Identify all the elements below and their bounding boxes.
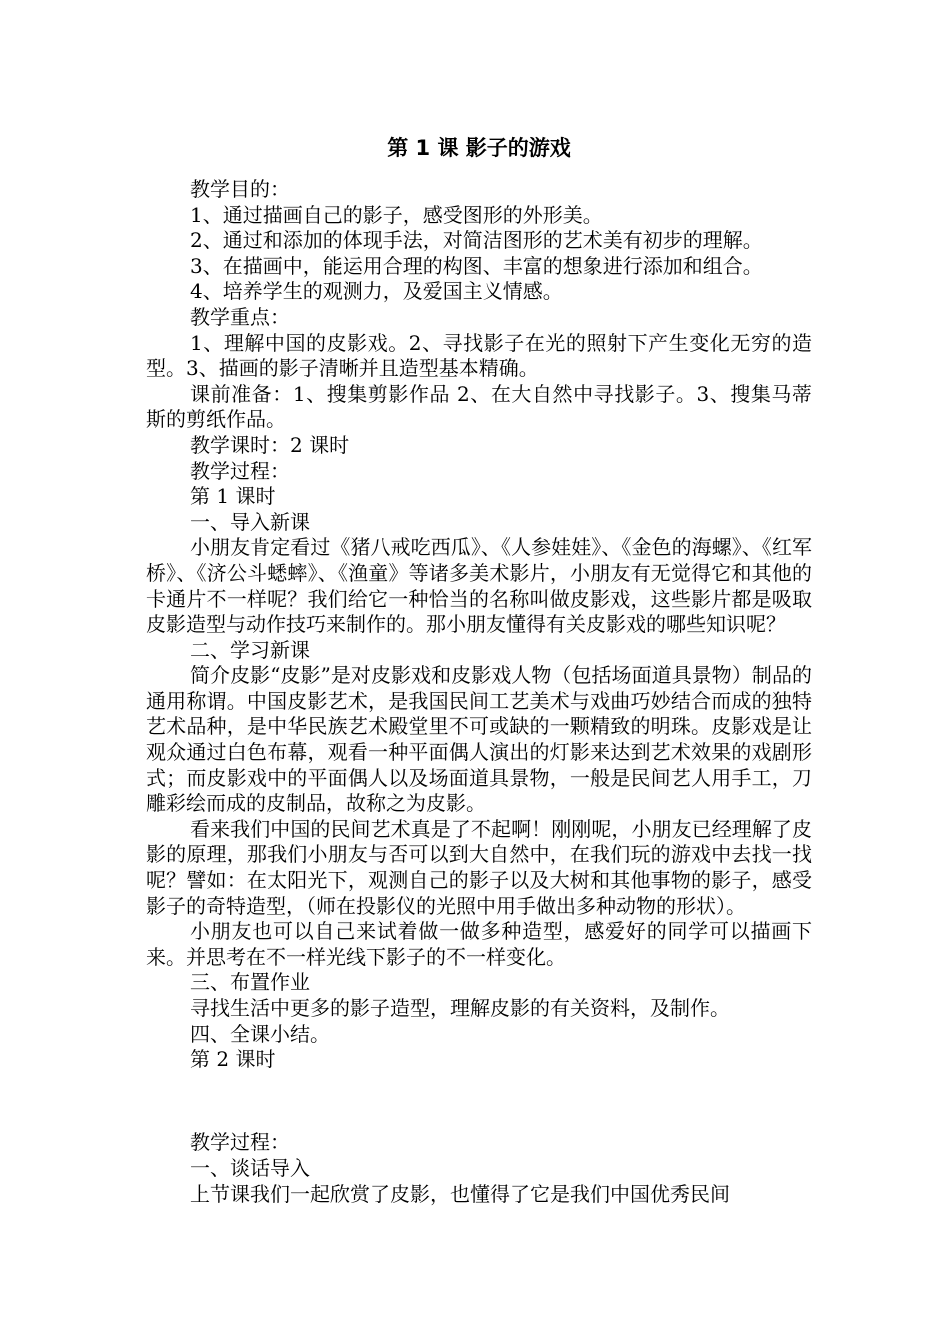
paragraph: 2、通过和添加的体现手法，对简洁图形的艺术美有初步的理解。 <box>190 228 763 253</box>
paragraph: 第 2 课时 <box>190 1047 276 1072</box>
paragraph: 教学过程： <box>190 1130 290 1155</box>
paragraph: 3、在描画中，能运用合理的构图、丰富的想象进行添加和组合。 <box>190 253 763 278</box>
paragraph: 小朋友也可以自己来试着做一做多种造型，感爱好的同学可以描画下来。并思考在不一样光线下影子的不一样变化。 <box>146 919 812 969</box>
paragraph: 一、导入新课 <box>190 509 310 534</box>
paragraph: 1、通过描画自己的影子，感受图形的外形美。 <box>190 202 603 227</box>
paragraph: 上节课我们一起欣赏了皮影，也懂得了它是我们中国优秀民间 <box>190 1181 730 1206</box>
paragraph: 一、谈话导入 <box>190 1155 310 1180</box>
paragraph: 1、理解中国的皮影戏。2、寻找影子在光的照射下产生变化无穷的造型。3、描画的影子清晰并且造型基本精确。 <box>146 330 812 381</box>
paragraph: 简介皮影“皮影”是对皮影戏和皮影戏人物（包括场面道具景物）制品的通用称谓。中国皮影艺术，是我国民间工艺美术与戏曲巧妙结合而成的独特艺术品种，是中华民族艺术殿堂里不可或缺的一颗精致的明珠。皮影戏是让观众通过白色布幕，观看一种平面偶人演出的灯影来达到艺术效果的戏剧形式；而皮影戏中的平面偶人以及场面道具景物，一般是民间艺人用手工，刀雕彩绘而成的皮制品，故称之为皮影。 <box>146 663 812 816</box>
paragraph: 小朋友肯定看过《猪八戒吃西瓜》、《人参娃娃》、《金色的海螺》、《红军桥》、《济公斗蟋蟀》、《渔童》等诸多美术影片，小朋友有无觉得它和其他的卡通片不一样呢？我们给它一种恰当的名称叫做皮影戏，这些影片都是吸取皮影造型与动作技巧来制作的。那小朋友懂得有关皮影戏的哪些知识呢？ <box>146 535 812 637</box>
document-body <box>146 177 812 1207</box>
paragraph: 第 1 课时 <box>190 484 276 509</box>
paragraph: 寻找生活中更多的影子造型，理解皮影的有关资料，及制作。 <box>190 996 730 1020</box>
paragraph: 4、培养学生的观测力，及爱国主义情感。 <box>190 279 563 304</box>
paragraph: 四、全课小结。 <box>190 1021 330 1046</box>
paragraph: 看来我们中国的民间艺术真是了不起啊！刚刚呢，小朋友已经理解了皮影的原理，那我们小朋友与否可以到大自然中，在我们玩的游戏中去找一找呢？譬如：在太阳光下，观测自己的影子以及大树和其他事物的影子，感受影子的奇特造型，（师在投影仪的光照中用手做出多种动物的形状）。 <box>146 816 812 918</box>
paragraph: 课前准备：1、搜集剪影作品 2、在大自然中寻找影子。3、搜集马蒂斯的剪纸作品。 <box>146 381 812 432</box>
paragraph: 教学重点： <box>190 304 290 329</box>
paragraph: 教学过程： <box>190 458 290 483</box>
lesson-title: 第 1 课 影子的游戏 <box>387 136 571 160</box>
document-page <box>146 133 812 1207</box>
blank-line <box>146 1089 812 1115</box>
paragraph: 三、布置作业 <box>190 970 310 995</box>
paragraph: 教学课时：2 课时 <box>190 432 350 457</box>
paragraph: 二、学习新课 <box>190 637 310 662</box>
paragraph: 教学目的： <box>190 177 290 201</box>
